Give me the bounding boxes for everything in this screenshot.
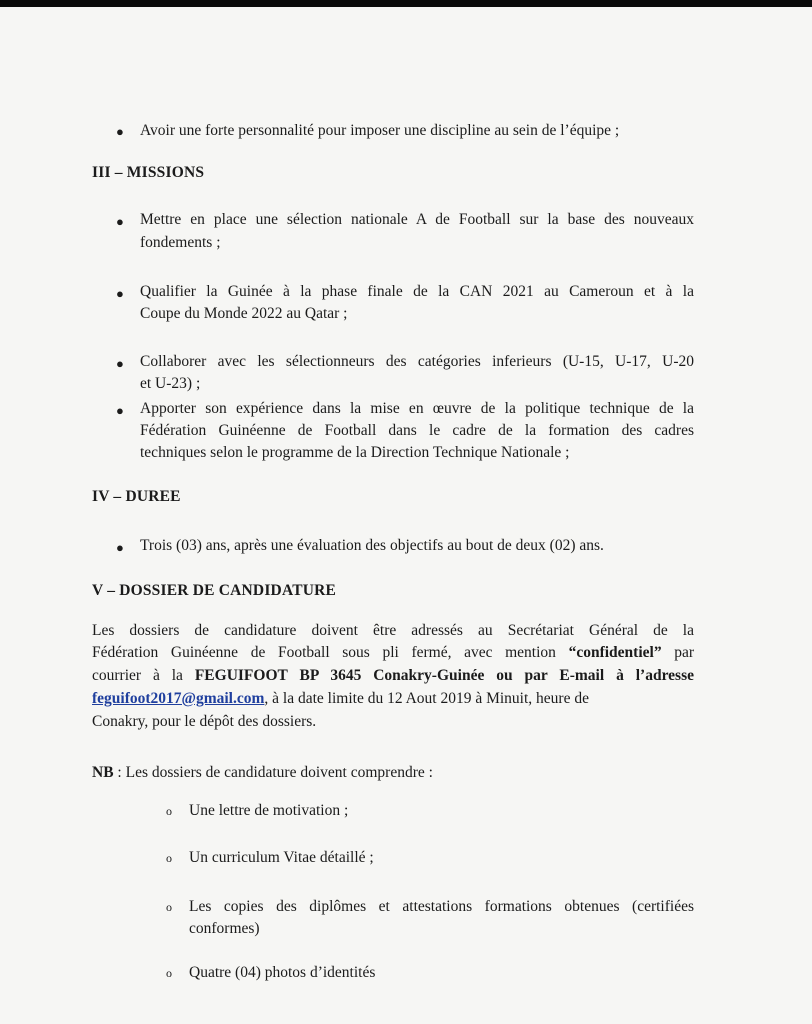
required-doc-2: Un curriculum Vitae détaillé ; [189, 849, 374, 866]
mission-item-1-line1: Mettre en place une sélection nationale A de Football sur la base des nouveaux [140, 211, 694, 228]
required-doc-1: Une lettre de motivation ; [189, 802, 349, 819]
required-doc-4: Quatre (04) photos d’identités [189, 964, 376, 981]
dossier-line2-text: Fédération Guinéenne de Football sous pli fermé, avec mention [92, 644, 556, 661]
bullet-icon: ● [116, 214, 124, 229]
feguifoot-address: FEGUIFOOT BP 3645 Conakry-Guinée ou par E-mail à l’adresse [194, 667, 694, 684]
dossier-paragraph-line3 [92, 665, 694, 687]
required-doc-3-line2: conformes) [189, 920, 260, 937]
mission-item-2-line1: Qualifier la Guinée à la phase finale de la CAN 2021 au Cameroun et à la [140, 283, 694, 300]
mission-item-4-line2: Fédération Guinéenne de Football dans le cadre de la formation des cadres [140, 422, 694, 439]
duree-heading: IV – DUREE [92, 488, 181, 505]
nb-line [92, 762, 433, 784]
dossier-line3-text: courrier à la [92, 667, 183, 684]
circle-bullet-icon: o [166, 804, 172, 818]
circle-bullet-icon: o [166, 900, 172, 914]
nb-text: : Les dossiers de candidature doivent comprendre : [113, 764, 433, 781]
duree-item: Trois (03) ans, après une évaluation des objectifs au bout de deux (02) ans. [140, 537, 604, 554]
mission-item-1-line2: fondements ; [140, 234, 221, 251]
mission-item-3-line2: et U-23) ; [140, 375, 201, 392]
nb-label: NB [92, 764, 114, 781]
dossier-paragraph-line4 [92, 688, 589, 710]
mission-item-2-line2: Coupe du Monde 2022 au Qatar ; [140, 305, 348, 322]
bullet-icon: ● [116, 124, 124, 139]
bullet-icon: ● [116, 286, 124, 301]
bullet-icon: ● [116, 356, 124, 371]
bullet-icon: ● [116, 540, 124, 555]
intro-bullet-text: Avoir une forte personnalité pour imposer une discipline au sein de l’équipe ; [140, 122, 620, 139]
dossier-paragraph-line2 [92, 642, 694, 664]
required-doc-3-line1: Les copies des diplômes et attestations formations obtenues (certifiées [189, 898, 694, 915]
bullet-icon: ● [116, 403, 124, 418]
confidentiel-label: “confidentiel” [568, 644, 662, 661]
dossier-paragraph-line1: Les dossiers de candidature doivent être adressés au Secrétariat Général de la [92, 622, 694, 639]
mission-item-4-line3: techniques selon le programme de la Direction Technique Nationale ; [140, 444, 570, 461]
email-link[interactable]: feguifoot2017@gmail.com [92, 690, 265, 707]
dossier-line2-par: par [674, 644, 695, 661]
mission-item-4-line1: Apporter son expérience dans la mise en œuvre de la politique technique de la [140, 400, 694, 417]
mission-item-3-line1: Collaborer avec les sélectionneurs des catégories inferieurs (U-15, U-17, U-20 [140, 353, 694, 370]
dossier-line4-text: , à la date limite du 12 Aout 2019 à Minuit, heure de [264, 690, 589, 707]
dossier-heading: V – DOSSIER DE CANDIDATURE [92, 582, 337, 599]
dossier-paragraph-line5: Conakry, pour le dépôt des dossiers. [92, 713, 317, 730]
circle-bullet-icon: o [166, 966, 172, 980]
missions-heading: III – MISSIONS [92, 164, 205, 181]
circle-bullet-icon: o [166, 851, 172, 865]
